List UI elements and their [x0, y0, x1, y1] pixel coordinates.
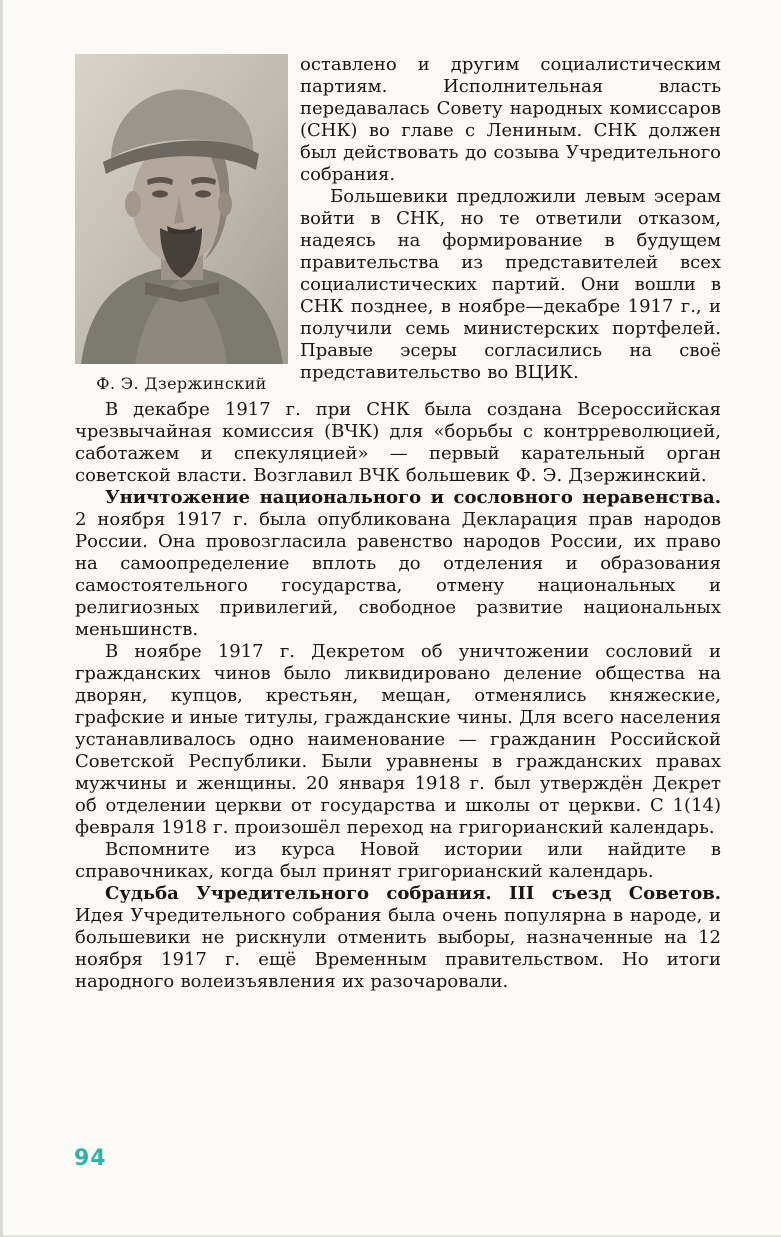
paragraph-vchk: В декабре 1917 г. при СНК была создана Всероссийская чрезвычайная комиссия (ВЧК) для «борьбы с контрреволюцией, саботажем и спекуляцией» — первый карательный орган советской власти. Возглавил ВЧК большевик Ф. Э. Дзержинский.: [75, 399, 721, 486]
photo-figure: [75, 54, 288, 393]
page-number: 94: [74, 1146, 107, 1171]
paragraph-text: 2 ноября 1917 г. была опубликована Декларация прав народов России. Она провозгласила равенство народов России, их право на самоопределение вплоть до отделения и образования самостоятельного государства, отмену национальных и религиозных привилегий, свободное развитие национальных меньшинств.: [75, 509, 721, 640]
top-section: [75, 54, 721, 393]
wrap-text-column: [300, 54, 721, 384]
paragraph-lead-bold: Уничтожение национального и сословного неравенства.: [105, 487, 721, 508]
paragraph-estates-decree: В ноябре 1917 г. Декретом об уничтожении сословий и гражданских чинов было ликвидировано деление общества на дворян, купцов, крестьян, мещан, отменялись княжеские, графские и иные титулы, гражданские чины. Для всего населения устанавливалось одно наименование — гражданин Российской Советской Республики. Были уравнены в гражданских правах мужчины и женщины. 20 января 1918 г. был утверждён Декрет об отделении церкви от государства и школы от церкви. С 1(14) февраля 1918 г. произошёл переход на григорианский календарь.: [75, 641, 721, 838]
paragraph-text: Идея Учредительного собрания была очень популярна в народе, и большевики не рискнули отменить выборы, назначенные на 12 ноября 1917 г. ещё Временным правительством. Но итоги народного волеизъявления их разочаровали.: [75, 905, 721, 992]
paragraph-lead-bold: Судьба Учредительного собрания. III съезд Советов.: [105, 883, 721, 904]
dzerzhinsky-photo: [75, 54, 288, 364]
body-text: [75, 399, 721, 993]
paragraph-national-equality: [75, 487, 721, 641]
page-content: [75, 54, 721, 993]
paragraph-bolsheviks-snk: Большевики предложили левым эсерам войти в СНК, но те ответили отказом, надеясь на формирование в будущем правительства из представителей всех социалистических партий. Они вошли в СНК позднее, в ноябре—декабре 1917 г., и получили семь министерских портфелей. Правые эсеры согласились на своё представительство во ВЦИК.: [300, 186, 721, 383]
paragraph-continued-from-previous-page: оставлено и другим социалистическим партиям. Исполнительная власть передавалась Совету народных комиссаров (СНК) во главе с Лениным. СНК должен был действовать до созыва Учредительного собрания.: [300, 54, 721, 185]
paragraph-task-question: Вспомните из курса Новой истории или найдите в справочниках, когда был принят григорианский календарь.: [75, 839, 721, 882]
photo-caption: Ф. Э. Дзержинский: [96, 374, 267, 393]
paragraph-constituent-assembly: [75, 883, 721, 993]
